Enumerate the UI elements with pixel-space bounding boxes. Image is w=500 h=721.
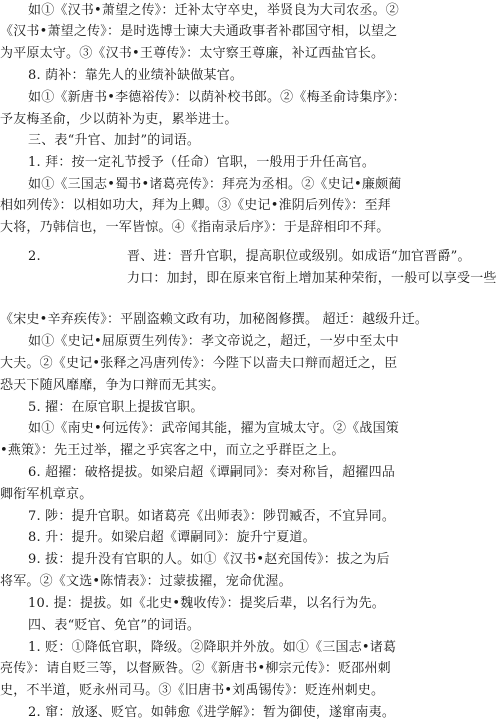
item-heading: 1. 拜：按一定礼节授予（任命）官职，一般用于升任高官。 — [28, 155, 376, 170]
item-heading: 10. 提：提拔。如《北史•魏收传》：提奖后辈，以名行为先。 — [28, 596, 385, 611]
text-line: 如①《汉书•萧望之传》：迁补太守卒史，举贤良为大司农丞。② — [28, 3, 399, 18]
text-line: 将军。②《文选•陈情表》：过蒙拔擢，宠命优渥。 — [0, 574, 292, 589]
item-heading: 8. 荫补：靠先人的业绩补缺做某官。 — [28, 68, 244, 83]
text-line: 如①《南史•何远传》：武帝闻其能，擢为宣城太守。②《战国策 — [28, 421, 399, 436]
item-heading: 2. 窜：放逐、贬官。如韩愈《进学解》：暂为御使，遂窜南夷。 — [28, 705, 396, 720]
item-heading: 6. 超擢：破格提拔。如梁启超《谭嗣同》：奏对称旨，超擢四品 — [28, 465, 396, 480]
text-line: 恐天下随风靡靡，争为口辩而无其实。 — [0, 378, 225, 393]
text-line: 为平原太守。③《汉书•王尊传》：太守察王尊廉，补辽西盐官长。 — [0, 46, 385, 61]
item-heading: 7. 陟：提升官职。如诸葛亮《出师表》：陟罚臧否，不宜异同。 — [28, 509, 396, 524]
text-line: 予友梅圣俞，少以荫补为吏，累举进士。 — [0, 112, 238, 127]
text-line: 亮传》：请自贬三等，以督厥咎。②《新唐书•柳宗元传》：贬邵州刺 — [0, 661, 391, 676]
text-line: 《宋史•辛弃疾传》：平剧盗赖文政有功，加秘阁修撰。 超迁：越级升迁。 — [0, 312, 429, 327]
text-line: 如①《史记•屈原贾生列传》：孝文帝说之，超迁，一岁中至太中 — [28, 334, 399, 349]
item-heading: 5. 擢：在原官职上提拔官职。 — [28, 400, 204, 415]
text-line: 卿衔军机章京。 — [0, 487, 93, 502]
section-heading: 三、表“升官、加封”的词语。 — [28, 133, 201, 148]
item-number: 2. — [28, 249, 41, 264]
item-heading: 1. 贬：①降低官职，降级。②降职并外放。如①《三国志•诸葛 — [28, 640, 397, 655]
text-line: 大夫。②《史记•张释之冯唐列传》：今陛下以啬夫口辩而超迁之，臣 — [0, 356, 398, 371]
text-line: 力口：加封，即在原来官衔上增加某种荣衔，一般可以享受一些 — [127, 271, 497, 286]
text-line: 大将，乃韩信也，一军皆惊。④《指南录后序》：于是辞相印不拜。 — [0, 220, 390, 235]
text-line: 史，不半道，贬永州司马。③《旧唐书•刘禹锡传》：贬连州刺史。 — [0, 683, 385, 698]
item-heading: 9. 拔：提升没有官职的人。如①《汉书•赵充国传》：拔之为后 — [28, 552, 390, 567]
section-heading: 四、表“贬官、免官”的词语。 — [28, 618, 201, 633]
text-line: 如①《三国志•蜀书•诸葛亮传》：拜亮为丞相。②《史记•廉颇蔺 — [28, 177, 402, 192]
text-line: 如①《新唐书•李德裕传》：以荫补校书郎。②《梅圣俞诗集序》： — [28, 90, 406, 105]
text-line: 《汉书•萧望之传》：是时选博士谏大夫通政事者补郡国守相，以望之 — [0, 24, 398, 39]
text-line: 晋、进：晋升官职，提高职位或级别。如成语“加官晋爵”。 — [127, 249, 471, 264]
item-heading: 8. 升：提升。如梁启超《谭嗣同》：旋升宁夏道。 — [28, 530, 316, 545]
text-line: 相如列传》：以相如功大，拜为上卿。③《史记•淮阴后列传》：至拜 — [0, 198, 391, 213]
text-line: •燕策》：先王过举，擢之乎宾客之中，而立之乎群臣之上。 — [0, 443, 345, 458]
